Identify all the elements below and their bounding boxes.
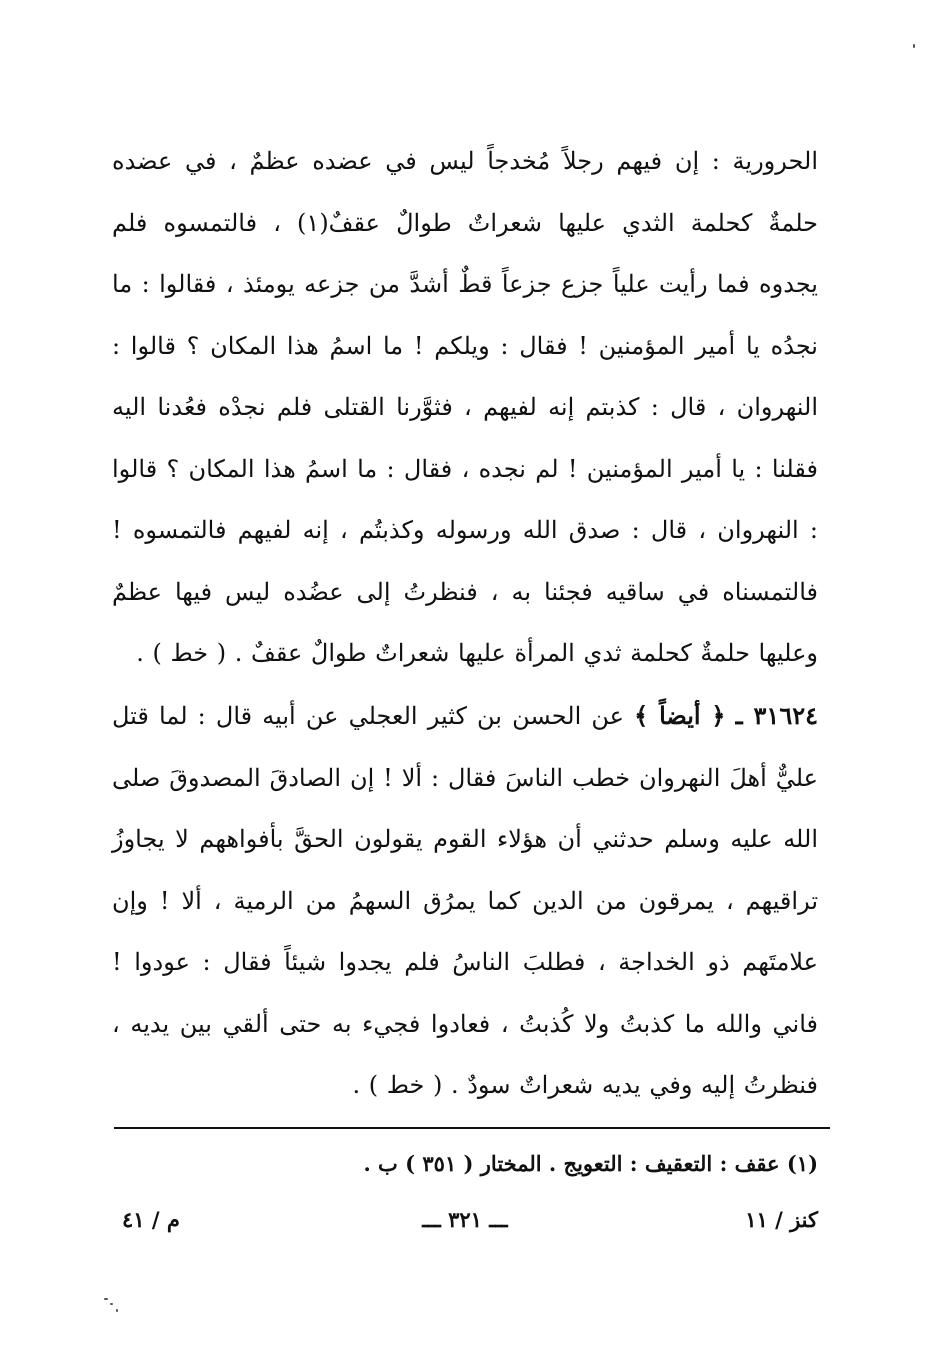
- scan-speck: [116, 1309, 118, 1312]
- scan-speck: [913, 44, 915, 48]
- scan-speck: [104, 1298, 108, 1300]
- hadith-text: عن الحسن بن كثير العجلي عن أبيه قال : لما قتل عليٌّ أهلَ النهروان خطب الناسَ فقال : ألا ! إن الصادقَ المصدوقَ صلى الله عليه وسلم حدثني أن هؤلاء القوم يقولون الحقَّ بأفواههم لا يجاوزُ تراقيهم ، يمرقون من الدين كما يمرُق السهمُ من الرمية ، ألا ! وإن علامتَهم ذو الخداجة ، فطلبَ الناسُ فلم يجدوا شيئاً فقال : عودوا ! فاني والله ما كذبتُ ولا كُذبتُ ، فعادوا فجيء به حتى ألقي بين يديه ، فنظرتُ إليه وفي يديه شعراتٌ سودٌ . ( خط ) .: [112, 702, 818, 1099]
- scan-speck: [110, 1303, 113, 1305]
- body-paragraph-1: الحرورية : إن فيهم رجلاً مُخدجاً ليس في عضده عظمٌ ، في عضده حلمةٌ كحلمة الثدي عليها شعراتٌ طوالٌ عقفٌ(١) ، فالتمسوه فلم يجدوه فما رأيت علياً جزع جزعاً قطٌ أشدَّ من جزعه يومئذ ، فقالوا : ما نجدُه يا أمير المؤمنين ! فقال : ويلكم ! ما اسمُ هذا المكان ؟ قالوا : النهروان ، قال : كذبتم إنه لفيهم ، فثوَّرنا القتلى فلم نجدْه فعُدنا اليه فقلنا : يا أمير المؤمنين ! لم نجده ، فقال : ما اسمُ هذا المكان ؟ قالوا : النهروان ، قال : صدق الله ورسوله وكذبتُم ، إنه لفيهم فالتمسوه ! فالتمسناه في ساقيه فجئنا به ، فنظرتُ إلى عضُده ليس فيها عظمٌ وعليها حلمةٌ كحلمة ثدي المرأة عليها شعراتٌ طوالٌ عقفٌ . ( خط ) .: [112, 147, 819, 667]
- hadith-tag: ﴿ أيضاً ﴾: [634, 701, 726, 730]
- footnote-divider: [114, 1127, 830, 1129]
- body-paragraph-2: [112, 685, 818, 1117]
- page-footer: [112, 1198, 818, 1242]
- footer-signature-label: م / ٤١: [122, 1207, 180, 1232]
- hadith-number: ٣١٦٢٤ ـ: [735, 701, 818, 730]
- footnote: (١) عقف : التعقيف : التعويج . المختار ( ٣٥١ ) ب .: [363, 1151, 818, 1176]
- footer-volume-label: كنز / ١١: [745, 1207, 818, 1232]
- page-number: ـــ ٣٢١ ـــ: [422, 1207, 508, 1232]
